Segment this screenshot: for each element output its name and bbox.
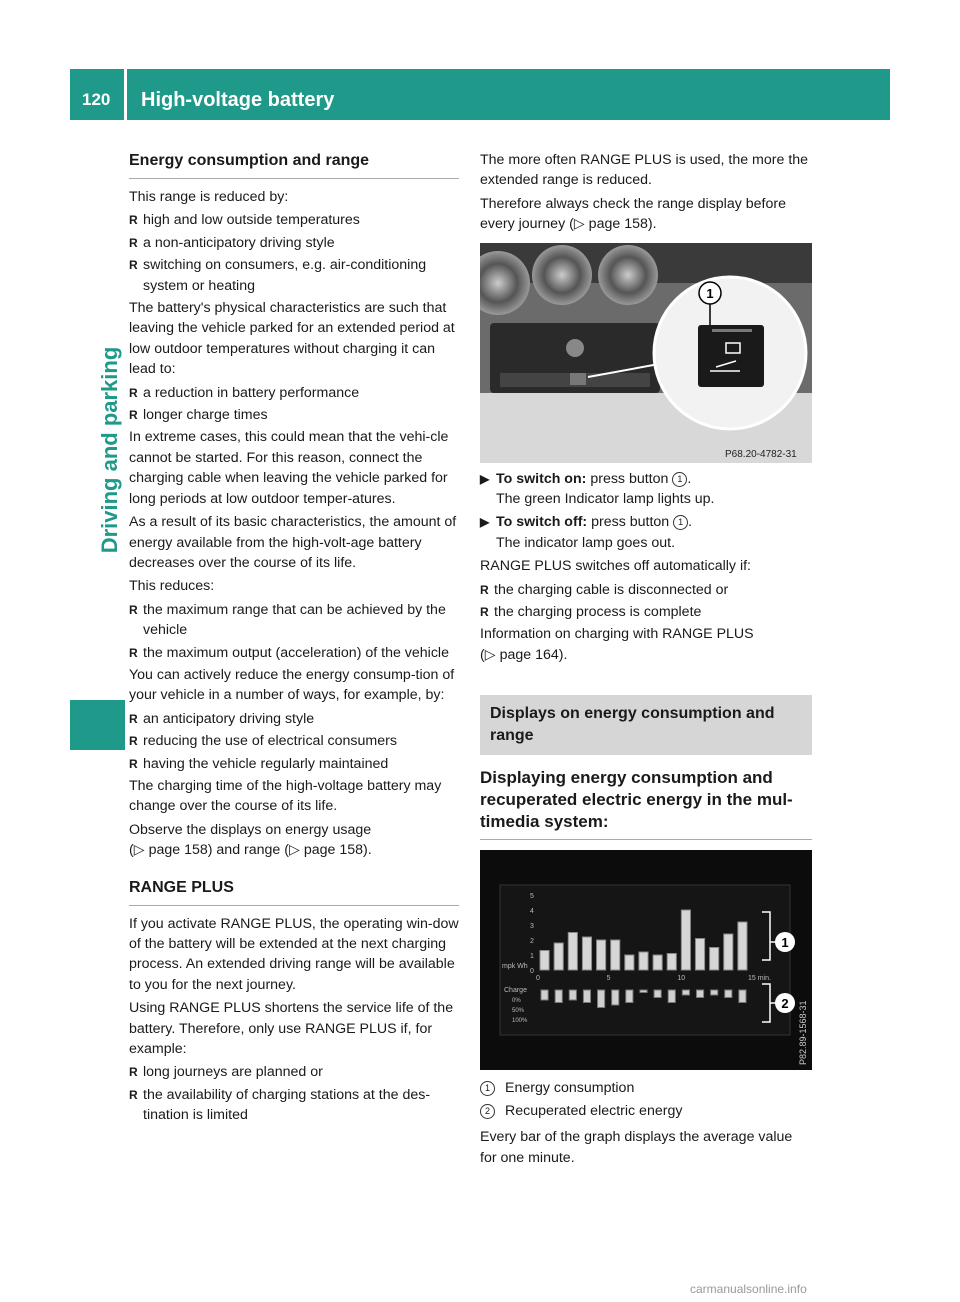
consumption-bar — [554, 943, 563, 970]
recuperation-bar — [626, 990, 633, 1003]
list-item: R longer charge times — [129, 405, 459, 425]
heading-range-plus: RANGE PLUS — [129, 878, 234, 896]
recuperation-bar — [711, 990, 718, 995]
charge-tick-label: 50% — [512, 1008, 525, 1015]
column-right — [480, 150, 812, 1171]
heading-rule — [129, 178, 459, 179]
recuperation-bar — [555, 990, 562, 1003]
multimedia-screen — [480, 850, 812, 1070]
paragraph: In extreme cases, this could mean that the vehi-cle cannot be started. For this reason, connect the charging cable when leaving the vehicle parked for long periods at low outdoor temper-atures. — [129, 429, 449, 507]
recuperation-bar — [682, 990, 689, 995]
list-item: R the charging cable is disconnected or — [480, 580, 812, 600]
header-divider — [124, 69, 127, 120]
dashboard-photo — [480, 243, 812, 463]
instruction-step: ▶ To switch off: press button 1 . The indicator lamp goes out. — [480, 512, 812, 553]
y-tick-label: 3 — [530, 923, 534, 931]
consumption-bar — [681, 910, 690, 970]
list-item: R the maximum range that can be achieved by the vehicle — [129, 600, 459, 641]
paragraph: The charging time of the high-voltage battery may change over the course of its life. — [129, 777, 442, 815]
legend-item — [480, 1078, 812, 1098]
consumption-bar — [710, 948, 719, 971]
consumption-bar — [625, 955, 634, 970]
air-vent-icon — [598, 245, 658, 305]
consumption-bar — [667, 954, 676, 971]
x-tick-label: 10 — [677, 975, 686, 983]
air-vent-icon — [532, 245, 592, 305]
heading-rule — [129, 905, 459, 906]
list-item: R a non-anticipatory driving style — [129, 233, 459, 253]
step-arrow-icon: ▶ — [480, 471, 490, 486]
heading-energy-consumption: Energy consumption and range — [129, 152, 370, 169]
paragraph-line: (▷ page 158) and range (▷ page 158). — [129, 842, 372, 859]
page-title: High-voltage battery — [141, 89, 335, 111]
list-item: R an anticipatory driving style — [129, 709, 459, 729]
step-text: press button — [590, 470, 669, 487]
paragraph: RANGE PLUS switches off automatically if: — [480, 558, 751, 575]
consumption-bar — [611, 940, 620, 970]
list-item: R long journeys are planned or — [129, 1062, 459, 1082]
paragraph: As a result of its basic characteristics, the amount of energy available from the high-volt-age battery decreases over the course of its life. — [129, 514, 457, 571]
page-number: 120 — [82, 90, 111, 109]
callout-2-icon: 2 — [480, 1104, 495, 1119]
recuperation-bar — [725, 990, 732, 998]
figure-code: P68.20-4782-31 — [725, 448, 797, 460]
paragraph: The battery's physical characteristics are such that leaving the vehicle parked for an extended period at low outdoor temperatures without charging it can lead to: — [129, 300, 455, 378]
consumption-bar — [738, 922, 747, 970]
watermark: carmanualsonline.info — [690, 1282, 807, 1296]
paragraph: The more often RANGE PLUS is used, the more the extended range is reduced. — [480, 152, 809, 189]
recuperation-bar — [696, 990, 703, 998]
instruction-step: ▶ To switch on: press button 1 . The green Indicator lamp lights up. — [480, 469, 812, 510]
paragraph-line: Information on charging with RANGE PLUS — [480, 626, 754, 643]
step-result: The indicator lamp goes out. — [496, 534, 676, 551]
side-tab-block — [70, 700, 125, 750]
recuperation-bar — [640, 990, 647, 993]
recuperation-bar — [569, 990, 576, 1000]
step-text: press button — [591, 514, 670, 531]
recuperation-bar — [583, 990, 590, 1003]
charge-tick-label: 100% — [512, 1018, 528, 1025]
recuperation-bar — [598, 990, 605, 1008]
callout-1-label: 1 — [706, 285, 714, 301]
consumption-bar — [597, 940, 606, 970]
legend-label: Recuperated electric energy — [505, 1102, 683, 1119]
y-tick-label: 2 — [530, 938, 534, 946]
side-tab-label: Driving and parking — [97, 346, 122, 554]
paragraph: You can actively reduce the energy consump-tion of your vehicle in a number of ways, for example, by: — [129, 666, 455, 704]
list-item: R high and low outside temperatures — [129, 210, 459, 230]
y-tick-label: 4 — [530, 908, 534, 916]
list-item: R a reduction in battery performance — [129, 383, 459, 403]
callout-1-icon: 1 — [672, 472, 687, 487]
paragraph: If you activate RANGE PLUS, the operating win-dow of the battery will be extended at the next charging process. An extended driving range will be available to you for the next journey. — [129, 915, 459, 993]
paragraph: This range is reduced by: — [129, 189, 289, 205]
consumption-bar — [639, 952, 648, 970]
recuperation-bar — [612, 990, 619, 1005]
recuperation-bar — [668, 990, 675, 1003]
list-item: R the availability of charging stations at the des-tination is limited — [129, 1085, 459, 1126]
consumption-bar — [568, 933, 577, 971]
paragraph: Every bar of the graph displays the average value for one minute. — [480, 1129, 793, 1166]
section-box-title: Displays on energy consumption and range — [480, 695, 812, 755]
paragraph: This reduces: — [129, 578, 215, 595]
recuperation-bar — [541, 990, 548, 1000]
legend-item — [480, 1101, 812, 1121]
consumption-bar — [653, 955, 662, 970]
x-tick-label: 5 — [606, 975, 611, 983]
bullet-list — [129, 600, 459, 663]
bullet-list — [129, 210, 459, 296]
dashboard-illustration — [480, 243, 812, 463]
callout-2-label: 2 — [781, 996, 789, 1012]
heading-rule — [480, 839, 812, 840]
step-label: To switch off: — [496, 514, 588, 531]
paragraph: Using RANGE PLUS shortens the service life of the battery. Therefore, only use RANGE PLUS if, for example: — [129, 1000, 454, 1058]
paragraph-line: (▷ page 164). — [480, 646, 568, 663]
charge-tick-label: 0% — [512, 998, 521, 1005]
list-item: R having the vehicle regularly maintained — [129, 754, 459, 774]
consumption-bar — [540, 951, 549, 971]
list-item: R switching on consumers, e.g. air-conditioning system or heating — [129, 255, 459, 296]
list-item: R the maximum output (acceleration) of the vehicle — [129, 643, 459, 663]
figure-code: P82.89-1568-31 — [798, 1000, 808, 1066]
bullet-list — [480, 580, 812, 623]
y-tick-label: 0 — [530, 968, 534, 976]
step-label: To switch on: — [496, 470, 587, 487]
bullet-list — [129, 1062, 459, 1125]
consumption-bar — [695, 939, 704, 971]
x-tick-label: 0 — [536, 975, 540, 983]
range-plus-button-icon — [570, 373, 586, 385]
heading-display: Displaying energy consumption and recuperated electric energy in the mul-timedia system: — [480, 768, 793, 832]
callout-1-label: 1 — [781, 935, 789, 951]
bullet-list — [129, 383, 459, 426]
consumption-bar — [724, 934, 733, 970]
step-arrow-icon: ▶ — [480, 515, 490, 530]
x-tick-label: 15 min. — [748, 975, 771, 983]
legend-label: Energy consumption — [505, 1080, 635, 1097]
energy-chart — [480, 850, 812, 1070]
y-unit-label: mpk Wh — [502, 963, 528, 971]
list-item: R reducing the use of electrical consumers — [129, 731, 459, 751]
recuperation-bar — [739, 990, 746, 1003]
column-left — [129, 150, 459, 1128]
callout-1-icon: 1 — [673, 515, 688, 530]
y-tick-label: 5 — [530, 893, 534, 901]
paragraph-line: Observe the displays on energy usage — [129, 821, 372, 838]
step-result: The green Indicator lamp lights up. — [496, 491, 715, 508]
recuperation-bar — [654, 990, 661, 998]
list-item: R the charging process is complete — [480, 602, 812, 622]
paragraph: Therefore always check the range display before every journey (▷ page 158). — [480, 195, 786, 233]
callout-1-icon: 1 — [480, 1081, 495, 1096]
charge-label: Charge — [504, 987, 527, 995]
bullet-list — [129, 709, 459, 774]
consumption-bar — [582, 937, 591, 970]
y-tick-label: 1 — [530, 953, 534, 961]
